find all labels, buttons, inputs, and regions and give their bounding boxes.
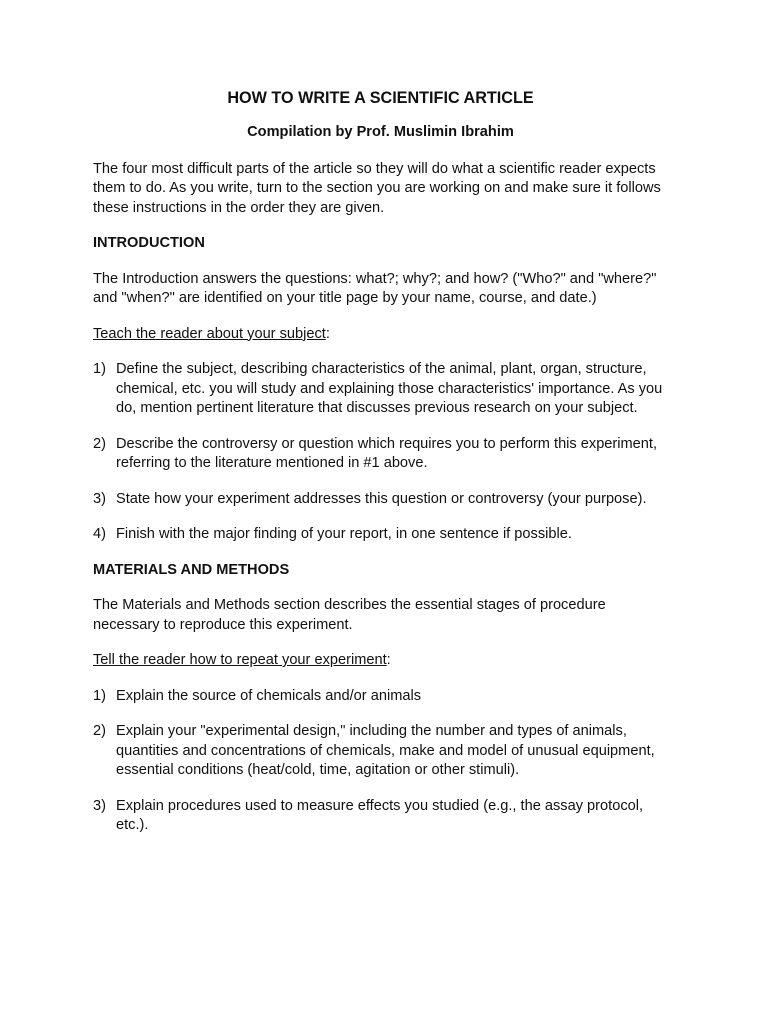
list-item-number: 2) (93, 723, 106, 739)
list-item (93, 435, 668, 474)
list-item-number: 3) (93, 797, 106, 814)
document-subtitle: Compilation by Prof. Muslimin Ibrahim (247, 124, 514, 140)
list-item-number: 3) (93, 490, 106, 507)
introduction-heading: INTRODUCTION (93, 235, 205, 251)
introduction-steps-list (93, 360, 668, 545)
list-item (93, 490, 668, 510)
introduction-paragraph: The Introduction answers the questions: what?; why?; and how? ("Who?" and "where?" and "when?" are identified on your title page by your name, course, and date.) (93, 270, 657, 306)
list-item-text: Describe the controversy or question which requires you to perform this experiment, referring to the literature mentioned in #1 above. (116, 435, 658, 471)
list-item-number: 4) (93, 526, 106, 542)
document-page (93, 88, 668, 836)
list-item (93, 360, 668, 419)
methods-section (93, 561, 668, 836)
methods-heading: MATERIALS AND METHODS (93, 561, 290, 578)
list-item (93, 797, 668, 836)
list-item (93, 687, 668, 707)
list-item-text: Explain procedures used to measure effects you studied (e.g., the assay protocol, etc.). (116, 797, 644, 833)
list-item (93, 722, 668, 781)
methods-instruction (93, 651, 668, 671)
methods-instruction-suffix: : (386, 652, 391, 668)
list-item (93, 525, 668, 545)
introduction-instruction-suffix: : (325, 325, 330, 342)
list-item-number: 1) (93, 361, 106, 377)
introduction-instruction (93, 325, 668, 345)
methods-steps-list (93, 687, 668, 836)
document-title: HOW TO WRITE A SCIENTIFIC ARTICLE (227, 89, 534, 107)
list-item-text: Define the subject, describing characteristics of the animal, plant, organ, structure, chemical, etc. you will study and explaining those characteristics' importance. As you do, mention pertinent literature that discusses previous research on your subject. (116, 361, 663, 416)
list-item-text: Explain your "experimental design," including the number and types of animals, quantities and concentrations of chemicals, make and model of unusual equipment, essential conditions (heat/cold, time, agitation or other stimuli). (116, 723, 655, 778)
introduction-section (93, 234, 668, 545)
list-item-text: Finish with the major finding of your report, in one sentence if possible. (116, 526, 572, 542)
methods-instruction-label: Tell the reader how to repeat your experiment (93, 652, 387, 668)
introduction-instruction-label: Teach the reader about your subject (93, 325, 326, 342)
list-item-number: 2) (93, 435, 106, 452)
list-item-text: Explain the source of chemicals and/or animals (116, 687, 422, 704)
list-item-text: State how your experiment addresses this question or controversy (your purpose). (116, 490, 647, 507)
list-item-number: 1) (93, 687, 106, 704)
intro-paragraph: The four most difficult parts of the article so they will do what a scientific reader expects them to do. As you write, turn to the section you are working on and make sure it follows these instructions in the order they are given. (93, 160, 661, 216)
methods-paragraph: The Materials and Methods section describes the essential stages of procedure necessary to reproduce this experiment. (93, 597, 606, 633)
